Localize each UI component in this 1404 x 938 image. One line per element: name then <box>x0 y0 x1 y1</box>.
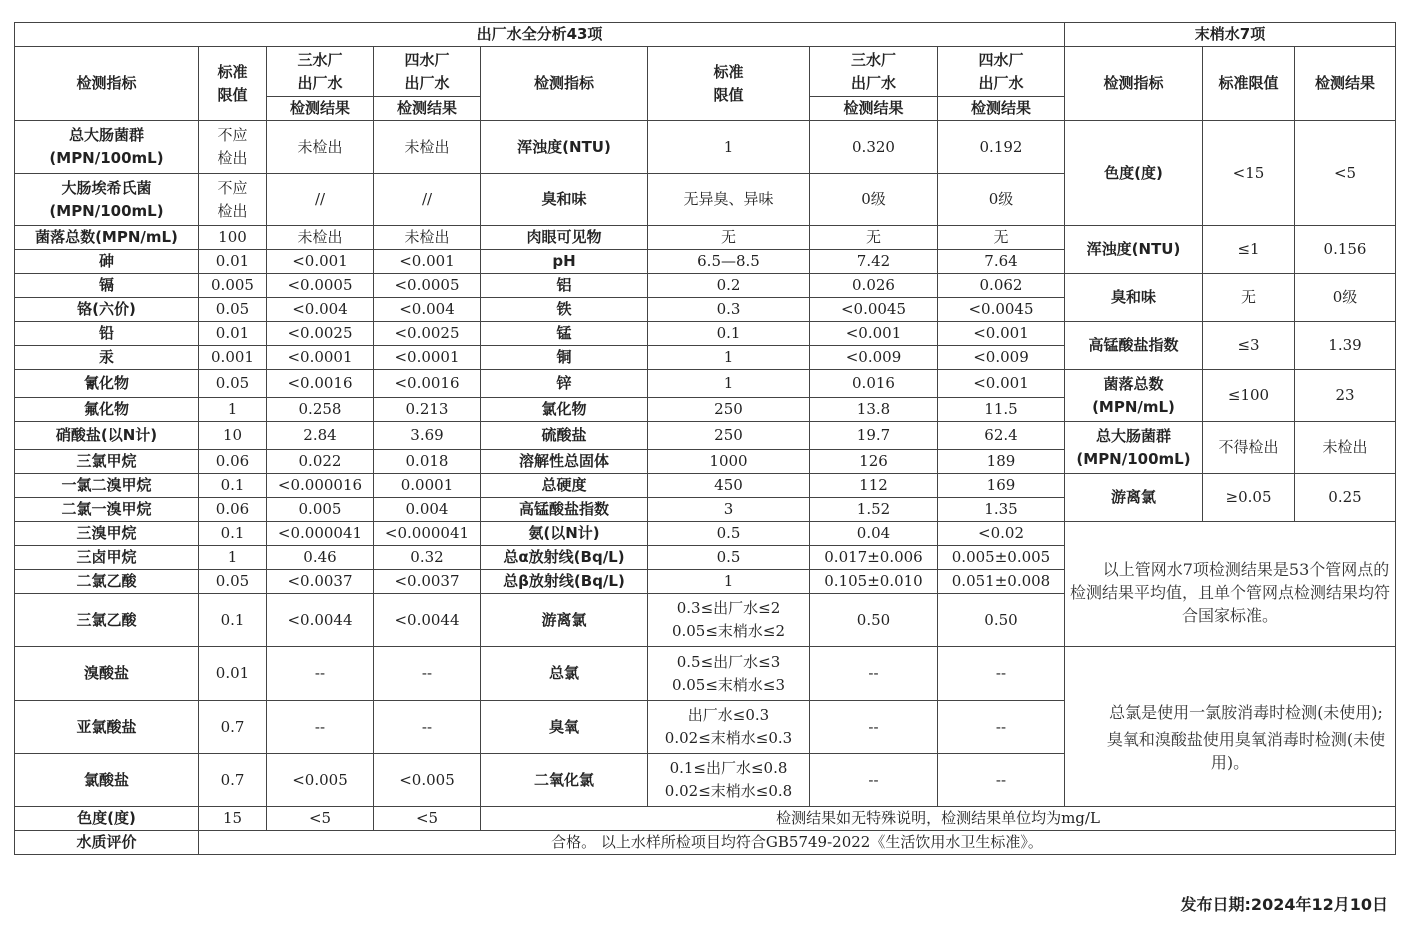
limit-value: 0.005 <box>199 274 267 298</box>
indicator-name: 亚氯酸盐 <box>15 701 199 754</box>
indicator-name: 溴酸盐 <box>15 647 199 701</box>
limit-value: 不应 检出 <box>199 174 267 226</box>
plant4-result: <0.02 <box>938 522 1065 546</box>
plant3-result: 1.52 <box>810 498 938 522</box>
indicator-name: 氨(以N计) <box>481 522 648 546</box>
indicator-name: 溶解性总固体 <box>481 450 648 474</box>
plant4-result: <0.0005 <box>374 274 481 298</box>
indicator-name: 总β放射线(Bq/L) <box>481 570 648 594</box>
plant3-result: 0.022 <box>267 450 374 474</box>
plant3-result: 0.016 <box>810 370 938 398</box>
limit-value: 0.01 <box>199 647 267 701</box>
indicator-name: 色度(度) <box>15 807 199 831</box>
indicator-name: 二氯一溴甲烷 <box>15 498 199 522</box>
plant4-result: // <box>374 174 481 226</box>
plant3-result: <0.004 <box>267 298 374 322</box>
limit-value: 1 <box>199 546 267 570</box>
tail-indicator-name: 臭和味 <box>1065 274 1203 322</box>
indicator-name: 一氯二溴甲烷 <box>15 474 199 498</box>
plant3-result: 无 <box>810 226 938 250</box>
plant4-result: 0.192 <box>938 121 1065 174</box>
table-row <box>15 226 1396 250</box>
plant4-result: <0.0044 <box>374 594 481 647</box>
table-row <box>15 322 1396 346</box>
plant4-result: 0级 <box>938 174 1065 226</box>
plant4-result: 0.213 <box>374 398 481 422</box>
plant3-result: <0.000041 <box>267 522 374 546</box>
table-row <box>15 121 1396 174</box>
col-indicator: 检测指标 <box>15 47 199 121</box>
plant3-result: 0.04 <box>810 522 938 546</box>
tail-indicator-name: 浑浊度(NTU) <box>1065 226 1203 274</box>
indicator-name: 汞 <box>15 346 199 370</box>
col-plant4: 四水厂 出厂水 <box>374 47 481 97</box>
limit-value: 0.5 <box>648 522 810 546</box>
limit-value: 0.1 <box>199 522 267 546</box>
tail-indicator-name: 菌落总数 (MPN/mL) <box>1065 370 1203 422</box>
plant4-result: <0.0045 <box>938 298 1065 322</box>
col-limit: 标准 限值 <box>648 47 810 121</box>
tail-indicator-name: 游离氯 <box>1065 474 1203 522</box>
limit-value: 1 <box>648 370 810 398</box>
indicator-name: 肉眼可见物 <box>481 226 648 250</box>
indicator-name: 臭和味 <box>481 174 648 226</box>
plant3-result: <0.0037 <box>267 570 374 594</box>
plant3-result: <0.001 <box>267 250 374 274</box>
table-row <box>15 47 1396 97</box>
indicator-name: 铝 <box>481 274 648 298</box>
plant4-result: <0.0025 <box>374 322 481 346</box>
plant3-result: <0.009 <box>810 346 938 370</box>
tail-limit-value: 不得检出 <box>1203 422 1295 474</box>
plant4-result: 无 <box>938 226 1065 250</box>
tail-limit-value: ≤1 <box>1203 226 1295 274</box>
plant4-result: -- <box>938 754 1065 807</box>
tail-limit-value: 无 <box>1203 274 1295 322</box>
plant4-result: 169 <box>938 474 1065 498</box>
plant3-result: 0.017±0.006 <box>810 546 938 570</box>
indicator-name: 铁 <box>481 298 648 322</box>
indicator-name: 三氯乙酸 <box>15 594 199 647</box>
limit-value: 10 <box>199 422 267 450</box>
indicator-name: 镉 <box>15 274 199 298</box>
plant4-result: 未检出 <box>374 121 481 174</box>
plant4-result: 未检出 <box>374 226 481 250</box>
tail-result: 0级 <box>1295 274 1396 322</box>
limit-value: 0.06 <box>199 450 267 474</box>
disinfection-note-text-2: 臭氧和溴酸盐使用臭氧消毒时检测(未使用)。 <box>1106 730 1386 772</box>
plant3-result: <0.0005 <box>267 274 374 298</box>
limit-value: 0.05 <box>199 298 267 322</box>
plant4-result: -- <box>374 701 481 754</box>
col-result: 检测结果 <box>267 97 374 121</box>
plant3-result: 0.50 <box>810 594 938 647</box>
plant4-result: 0.0001 <box>374 474 481 498</box>
publish-date: 发布日期:2024年12月10日 <box>1180 895 1388 914</box>
water-quality-table <box>14 22 1396 855</box>
limit-value: 15 <box>199 807 267 831</box>
plant4-result: 0.062 <box>938 274 1065 298</box>
col-limit: 标准 限值 <box>199 47 267 121</box>
col-indicator: 检测指标 <box>1065 47 1203 121</box>
disinfection-note <box>1065 647 1396 807</box>
limit-value: 1 <box>648 570 810 594</box>
tail-result: 1.39 <box>1295 322 1396 370</box>
plant3-result: <0.005 <box>267 754 374 807</box>
col-result: 检测结果 <box>938 97 1065 121</box>
plant4-result: <0.005 <box>374 754 481 807</box>
plant3-result: 19.7 <box>810 422 938 450</box>
limit-value: 1 <box>648 346 810 370</box>
plant4-result: 0.018 <box>374 450 481 474</box>
limit-value: 0.5≤出厂水≤3 0.05≤末梢水≤3 <box>648 647 810 701</box>
limit-value: 0.05 <box>199 370 267 398</box>
plant4-result: <0.0001 <box>374 346 481 370</box>
plant3-result: 0.026 <box>810 274 938 298</box>
disinfection-note-text-1: 总氯是使用一氯胺消毒时检测(未使用); <box>1109 703 1383 722</box>
col-plant4: 四水厂 出厂水 <box>938 47 1065 97</box>
limit-value: 0.5 <box>648 546 810 570</box>
tail-indicator-name: 色度(度) <box>1065 121 1203 226</box>
table-row <box>15 474 1396 498</box>
tail-indicator-name: 总大肠菌群 (MPN/100mL) <box>1065 422 1203 474</box>
limit-value: 1 <box>648 121 810 174</box>
plant3-result: 0.105±0.010 <box>810 570 938 594</box>
plant4-result: <0.001 <box>938 370 1065 398</box>
limit-value: 出厂水≤0.3 0.02≤末梢水≤0.3 <box>648 701 810 754</box>
limit-value: 1000 <box>648 450 810 474</box>
plant3-result: <0.001 <box>810 322 938 346</box>
plant3-result: <0.000016 <box>267 474 374 498</box>
indicator-name: 锰 <box>481 322 648 346</box>
plant4-result: <0.000041 <box>374 522 481 546</box>
table-row <box>15 370 1396 398</box>
indicator-name: pH <box>481 250 648 274</box>
indicator-name: 总氯 <box>481 647 648 701</box>
table-row <box>15 23 1396 47</box>
col-result: 检测结果 <box>1295 47 1396 121</box>
limit-value: 0.05 <box>199 570 267 594</box>
col-result: 检测结果 <box>810 97 938 121</box>
tail-note <box>1065 522 1396 647</box>
indicator-name: 大肠埃希氏菌 (MPN/100mL) <box>15 174 199 226</box>
indicator-name: 臭氧 <box>481 701 648 754</box>
plant3-result: <0.0025 <box>267 322 374 346</box>
plant3-result: -- <box>267 701 374 754</box>
limit-value: 250 <box>648 422 810 450</box>
indicator-name: 硝酸盐(以N计) <box>15 422 199 450</box>
limit-value: 0.01 <box>199 322 267 346</box>
col-indicator: 检测指标 <box>481 47 648 121</box>
col-limit: 标准限值 <box>1203 47 1295 121</box>
limit-value: 0.7 <box>199 754 267 807</box>
plant4-result: <0.001 <box>938 322 1065 346</box>
limit-value: 100 <box>199 226 267 250</box>
indicator-name: 浑浊度(NTU) <box>481 121 648 174</box>
indicator-name: 铅 <box>15 322 199 346</box>
plant4-result: <0.0016 <box>374 370 481 398</box>
limit-value: 0.3 <box>648 298 810 322</box>
indicator-name: 砷 <box>15 250 199 274</box>
tail-indicator-name: 高锰酸盐指数 <box>1065 322 1203 370</box>
col-plant3: 三水厂 出厂水 <box>810 47 938 97</box>
table-row <box>15 274 1396 298</box>
plant4-result: 0.005±0.005 <box>938 546 1065 570</box>
plant3-result: 126 <box>810 450 938 474</box>
plant4-result: 62.4 <box>938 422 1065 450</box>
plant4-result: 0.004 <box>374 498 481 522</box>
indicator-name: 铬(六价) <box>15 298 199 322</box>
plant3-result: <0.0001 <box>267 346 374 370</box>
tail-note-text: 以上管网水7项检测结果是53个管网点的检测结果平均值，且单个管网点检测结果均符合国家标准。 <box>1070 559 1391 625</box>
tail-limit-value: <15 <box>1203 121 1295 226</box>
plant3-result: -- <box>810 754 938 807</box>
plant3-result: 13.8 <box>810 398 938 422</box>
limit-value: 0.001 <box>199 346 267 370</box>
limit-value: 6.5—8.5 <box>648 250 810 274</box>
plant4-result: <5 <box>374 807 481 831</box>
plant4-result: 189 <box>938 450 1065 474</box>
table-row <box>15 647 1396 701</box>
tail-result: 未检出 <box>1295 422 1396 474</box>
tail-result: 23 <box>1295 370 1396 422</box>
tail-limit-value: ≤100 <box>1203 370 1295 422</box>
indicator-name: 锌 <box>481 370 648 398</box>
limit-value: 无 <box>648 226 810 250</box>
indicator-name: 三氯甲烷 <box>15 450 199 474</box>
plant4-result: 3.69 <box>374 422 481 450</box>
plant3-result: 0.320 <box>810 121 938 174</box>
limit-value: 250 <box>648 398 810 422</box>
evaluation-text: 合格。 以上水样所检项目均符合GB5749-2022《生活饮用水卫生标准》。 <box>199 831 1396 855</box>
indicator-name: 氯酸盐 <box>15 754 199 807</box>
indicator-name: 氯化物 <box>481 398 648 422</box>
indicator-name: 二氧化氯 <box>481 754 648 807</box>
plant3-result: 0.46 <box>267 546 374 570</box>
limit-value: 0.1 <box>199 474 267 498</box>
tail-limit-value: ≤3 <box>1203 322 1295 370</box>
plant3-result: 112 <box>810 474 938 498</box>
plant4-result: -- <box>938 701 1065 754</box>
limit-value: 0.3≤出厂水≤2 0.05≤末梢水≤2 <box>648 594 810 647</box>
plant4-result: 7.64 <box>938 250 1065 274</box>
indicator-name: 高锰酸盐指数 <box>481 498 648 522</box>
plant4-result: <0.0037 <box>374 570 481 594</box>
col-plant3: 三水厂 出厂水 <box>267 47 374 97</box>
limit-value: 0.01 <box>199 250 267 274</box>
plant4-result: <0.009 <box>938 346 1065 370</box>
unit-note: 检测结果如无特殊说明，检测结果单位均为mg/L <box>481 807 1396 831</box>
plant3-result: 2.84 <box>267 422 374 450</box>
plant3-result: <0.0016 <box>267 370 374 398</box>
limit-value: 0.2 <box>648 274 810 298</box>
tail-result: <5 <box>1295 121 1396 226</box>
col-result: 检测结果 <box>374 97 481 121</box>
tail-limit-value: ≥0.05 <box>1203 474 1295 522</box>
plant3-result: 0.258 <box>267 398 374 422</box>
plant3-result: // <box>267 174 374 226</box>
full-analysis-title: 出厂水全分析43项 <box>15 23 1065 47</box>
plant3-result: -- <box>267 647 374 701</box>
plant4-result: -- <box>938 647 1065 701</box>
indicator-name: 氰化物 <box>15 370 199 398</box>
tail-water-title: 末梢水7项 <box>1065 23 1396 47</box>
plant3-result: <0.0044 <box>267 594 374 647</box>
limit-value: 1 <box>199 398 267 422</box>
plant4-result: 0.50 <box>938 594 1065 647</box>
limit-value: 不应 检出 <box>199 121 267 174</box>
table-row <box>15 831 1396 855</box>
indicator-name: 总大肠菌群 (MPN/100mL) <box>15 121 199 174</box>
plant4-result: 0.32 <box>374 546 481 570</box>
tail-result: 0.156 <box>1295 226 1396 274</box>
plant3-result: <5 <box>267 807 374 831</box>
indicator-name: 菌落总数(MPN/mL) <box>15 226 199 250</box>
indicator-name: 硫酸盐 <box>481 422 648 450</box>
plant3-result: 0级 <box>810 174 938 226</box>
limit-value: 3 <box>648 498 810 522</box>
plant4-result: -- <box>374 647 481 701</box>
limit-value: 无异臭、异味 <box>648 174 810 226</box>
table-row <box>15 522 1396 546</box>
plant4-result: 1.35 <box>938 498 1065 522</box>
plant3-result: -- <box>810 701 938 754</box>
plant4-result: 11.5 <box>938 398 1065 422</box>
table-row <box>15 807 1396 831</box>
indicator-name: 总硬度 <box>481 474 648 498</box>
limit-value: 0.1 <box>199 594 267 647</box>
indicator-name: 二氯乙酸 <box>15 570 199 594</box>
plant4-result: 0.051±0.008 <box>938 570 1065 594</box>
table-row <box>15 422 1396 450</box>
plant3-result: <0.0045 <box>810 298 938 322</box>
limit-value: 0.7 <box>199 701 267 754</box>
limit-value: 0.1≤出厂水≤0.8 0.02≤末梢水≤0.8 <box>648 754 810 807</box>
plant4-result: <0.004 <box>374 298 481 322</box>
plant3-result: 7.42 <box>810 250 938 274</box>
indicator-name: 三卤甲烷 <box>15 546 199 570</box>
limit-value: 0.06 <box>199 498 267 522</box>
indicator-name: 总α放射线(Bq/L) <box>481 546 648 570</box>
plant3-result: 0.005 <box>267 498 374 522</box>
indicator-name: 三溴甲烷 <box>15 522 199 546</box>
indicator-name: 氟化物 <box>15 398 199 422</box>
plant3-result: 未检出 <box>267 226 374 250</box>
plant3-result: 未检出 <box>267 121 374 174</box>
indicator-name: 游离氯 <box>481 594 648 647</box>
indicator-name: 铜 <box>481 346 648 370</box>
evaluation-label: 水质评价 <box>15 831 199 855</box>
plant3-result: -- <box>810 647 938 701</box>
tail-result: 0.25 <box>1295 474 1396 522</box>
plant4-result: <0.001 <box>374 250 481 274</box>
limit-value: 0.1 <box>648 322 810 346</box>
limit-value: 450 <box>648 474 810 498</box>
